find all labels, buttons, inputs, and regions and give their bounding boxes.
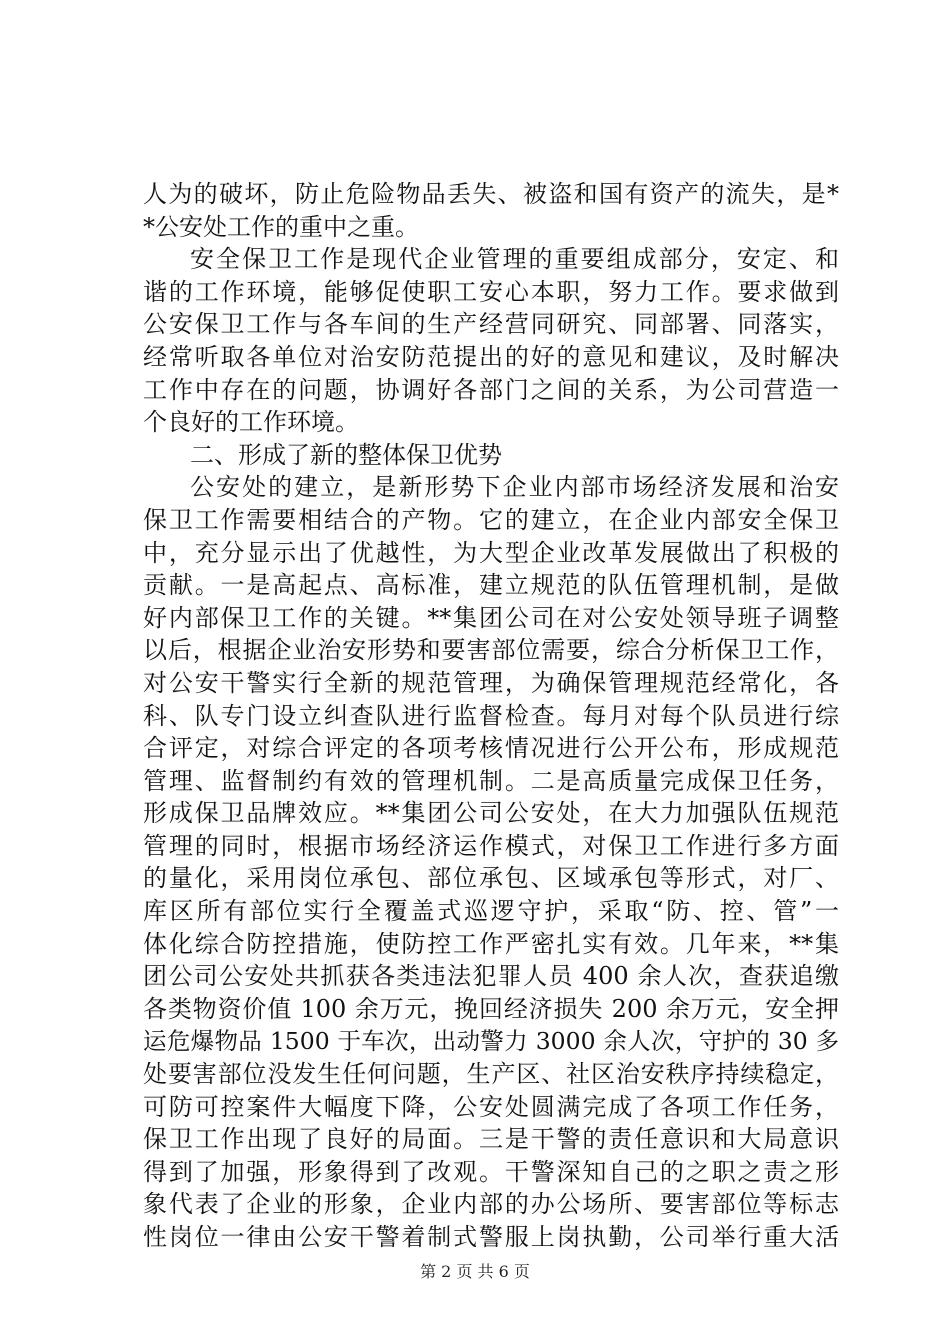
text-line: 二、形成了新的整体保卫优势 xyxy=(190,440,502,469)
text-line: 公安处的建立，是新形势下企业内部市场经济发展和治安 xyxy=(190,473,839,502)
text-line: 各类物资价值 100 余万元，挽回经济损失 200 余万元，安全押 xyxy=(143,994,839,1023)
text-line: 运危爆物品 1500 于车次，出动警力 3000 余人次，守护的 30 多 xyxy=(143,1027,839,1056)
text-line: 合评定，对综合评定的各项考核情况进行公开公布，形成规范 xyxy=(143,734,839,763)
text-line: 公安保卫工作与各车间的生产经营同研究、同部署、同落实， xyxy=(143,310,839,339)
page-footer: 第 2 页 共 6 页 xyxy=(420,1262,530,1281)
text-line: 得到了加强，形象得到了改观。干警深知自己的之职之责之形 xyxy=(143,1157,839,1186)
text-line: 库区所有部位实行全覆盖式巡逻守护，采取“防、控、管”一 xyxy=(143,897,839,926)
text-line: 经常听取各单位对治安防范提出的好的意见和建议，及时解决 xyxy=(143,342,839,371)
text-line: 的量化，采用岗位承包、部位承包、区域承包等形式，对厂、 xyxy=(143,864,839,893)
text-line: 好内部保卫工作的关键。**集团公司在对公安处领导班子调整 xyxy=(143,603,839,632)
text-line: 管理的同时，根据市场经济运作模式，对保卫工作进行多方面 xyxy=(143,831,839,860)
text-line: 保卫工作出现了良好的局面。三是干警的责任意识和大局意识 xyxy=(143,1125,839,1154)
text-line: *公安处工作的重中之重。 xyxy=(143,212,419,241)
document-body xyxy=(143,178,839,1254)
text-line: 象代表了企业的形象，企业内部的办公场所、要害部位等标志 xyxy=(143,1190,839,1219)
text-line: 科、队专门设立纠查队进行监督检查。每月对每个队员进行综 xyxy=(143,701,839,730)
text-line: 管理、监督制约有效的管理机制。二是高质量完成保卫任务， xyxy=(143,766,839,795)
text-line: 以后，根据企业治安形势和要害部位需要，综合分析保卫工作， xyxy=(143,636,839,665)
text-line: 体化综合防控措施，使防控工作严密扎实有效。几年来，**集 xyxy=(143,929,839,958)
text-line: 处要害部位没发生任何问题，生产区、社区治安秩序持续稳定， xyxy=(143,1060,839,1089)
text-line: 中，充分显示出了优越性，为大型企业改革发展做出了积极的 xyxy=(143,538,839,567)
text-line: 人为的破坏，防止危险物品丢失、被盗和国有资产的流失，是* xyxy=(143,180,839,208)
text-line: 个良好的工作环境。 xyxy=(143,408,359,437)
text-line: 工作中存在的问题，协调好各部门之间的关系，为公司营造一 xyxy=(143,375,839,404)
text-line: 谐的工作环境，能够促使职工安心本职，努力工作。要求做到 xyxy=(143,277,839,306)
text-line: 形成保卫品牌效应。**集团公司公安处，在大力加强队伍规范 xyxy=(143,799,839,828)
text-line: 安全保卫工作是现代企业管理的重要组成部分，安定、和 xyxy=(190,245,839,274)
text-line: 可防可控案件大幅度下降，公安处圆满完成了各项工作任务， xyxy=(143,1092,839,1121)
text-line: 对公安干警实行全新的规范管理，为确保管理规范经常化，各 xyxy=(143,668,839,697)
text-line: 保卫工作需要相结合的产物。它的建立，在企业内部安全保卫 xyxy=(143,505,839,534)
text-line: 贡献。一是高起点、高标准，建立规范的队伍管理机制，是做 xyxy=(143,571,839,600)
text-line: 性岗位一律由公安干警着制式警服上岗执勤，公司举行重大活 xyxy=(143,1223,839,1251)
text-line: 团公司公安处共抓获各类违法犯罪人员 400 余人次，查获追缴 xyxy=(143,962,839,991)
